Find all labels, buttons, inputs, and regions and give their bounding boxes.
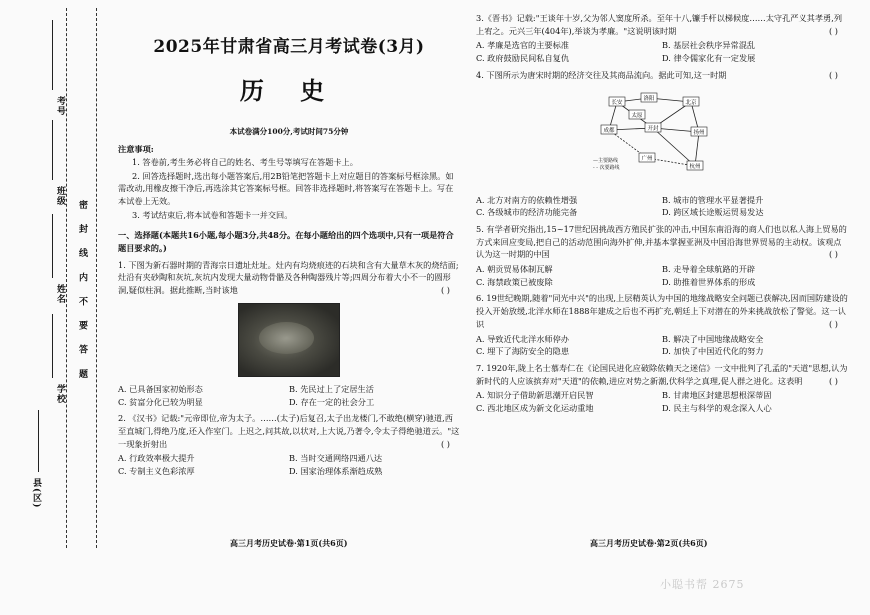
question-6: [476, 292, 848, 358]
question-stem: 2. 《汉书》记载:"元帝即位,帝为太子。……(太子)后复召,太子出龙楼门,不敢绝(横穿)驰道,西至直城门,得绝乃度,还入作室门。上迟之,问其故,以状对,上大说,乃著令,令太子得绝驰道云。"这一现象折射出: [118, 413, 460, 449]
school-label: 学校: [55, 384, 65, 404]
question-stem: 6. 19世纪晚期,随着"同光中兴"的出现,上层精英认为中国的地缘战略安全问题已获解决,因而国防建设的投入开始放缓,北洋水师在1888年建成之后也不再扩充,朝廷上下对潜在的外来挑战放松了警觉。这一认识: [476, 293, 848, 329]
option-a: A. 知识分子借助新思潮开启民智: [476, 390, 594, 401]
answer-paren: ( ): [441, 285, 450, 296]
answer-paren: ( ): [829, 69, 838, 80]
notice-block: [118, 143, 460, 221]
map-label: 洛阳: [643, 95, 655, 102]
legend-item: - - 次要路线: [593, 164, 620, 171]
exam-no-line: [52, 20, 53, 90]
class-label: 班级: [55, 186, 65, 206]
option-b: B. 当时交通网络四通八达: [289, 453, 383, 464]
question-2: [118, 412, 460, 478]
map-label: 杭州: [689, 163, 701, 170]
county-line: [38, 410, 39, 472]
exam-meta: 本试卷满分100分,考试时间75分钟: [229, 126, 349, 136]
option-d: D. 民主与科学的观念深入人心: [662, 403, 772, 414]
question-1: [118, 259, 460, 409]
option-d: D. 国家治理体系渐趋成熟: [289, 466, 383, 477]
option-c: C. 西北地区成为新文化运动重地: [476, 403, 594, 414]
answer-paren: ( ): [829, 318, 838, 329]
question-stem: 5. 有学者研究指出,15~17世纪因挑战西方殖民扩张的冲击,中国东南沿海的商人们也以私人海上贸易的方式来回应变局,把自己的活动范围向海外扩伸,并基本掌握亚洲及中国沿海世界贸易的主动权。该观点认为这一时期的中国: [476, 223, 847, 260]
subject-title: 历 史: [239, 76, 339, 106]
option-b: B. 城市的管理水平显著提升: [662, 194, 764, 205]
page-2-footer: 高三月考历史试卷·第2页(共6页): [590, 538, 708, 548]
option-c: C. 各级城市的经济功能完备: [476, 207, 578, 218]
page-1: [118, 8, 460, 478]
question-stem: 7. 1920年,陇上名士慕寿仁在《论国民进化应破除依赖天之迷信》一文中批判了孔孟的"天道"思想,认为新时代的人应该摈弃对"天道"的依赖,进应对势之新潮,伏科学之真理,促人群之进化。这表明: [476, 362, 848, 386]
map-label: 广州: [641, 155, 653, 162]
trade-route-svg: [587, 88, 737, 188]
option-d: D. 律令儒家化有一定发展: [662, 53, 756, 64]
question-7: [476, 362, 848, 415]
section-heading: 一、选择题(本题共16小题,每小题3分,共48分。在每小题给出的四个选项中,只有一项是符合题目要求的。): [118, 230, 454, 254]
dashed-line-outer: [66, 8, 67, 548]
name-line: [52, 214, 53, 278]
option-a: A. 孝廉是选官的主要标准: [476, 40, 569, 51]
school-line: [52, 314, 53, 378]
option-d: D. 加快了中国近代化的努力: [662, 346, 764, 357]
page-1-footer: 高三月考历史试卷·第1页(共6页): [230, 538, 348, 548]
question-stem: 3.《晋书》记载:"王谈年十岁,父为邻人窦度所杀。至年十八,镰手杆以梯候度……太守孔严义其孝勇,列上宥之。元兴三年(404年),举谈为孝廉。"这说明该时期: [476, 13, 843, 36]
answer-paren: ( ): [829, 25, 838, 36]
map-label: 扬州: [693, 129, 705, 136]
option-a: A. 导致近代北洋水师停办: [476, 333, 569, 344]
exam-title: 2025年甘肃省高三月考试卷(3月): [153, 37, 425, 57]
option-b: B. 甘肃地区封建思想根深蒂固: [662, 390, 772, 401]
map-label: 太原: [631, 112, 643, 119]
option-c: C. 海禁政策已被废除: [476, 276, 553, 287]
dashed-line-inner: [96, 8, 97, 548]
legend-item: —主要路线: [593, 157, 619, 164]
question-4: [476, 69, 848, 219]
binding-strip: [0, 0, 112, 560]
county-label: 县(区): [31, 478, 41, 509]
option-d: D. 跨区域长途贩运贸易发达: [662, 207, 764, 218]
map-label: 长安: [611, 99, 623, 106]
answer-paren: ( ): [441, 438, 450, 449]
answer-paren: ( ): [829, 375, 838, 386]
map-legend: [593, 158, 620, 172]
notice-item: 3. 考试结束后,将本试卷和答题卡一并交回。: [132, 209, 293, 220]
notice-item: 2. 回答选择题时,选出每小题答案后,用2B铅笔把答题卡上对应题目的答案标号框涂黑。如需改动,用橡皮擦干净后,再选涂其它答案标号框。回答非选择题时,将答案写在答题卡上。写在本试卷上无效。: [118, 170, 454, 206]
watermark: 小聪书帮 2675: [660, 578, 745, 591]
map-label: 开封: [647, 125, 659, 132]
notice-item: 1. 答卷前,考生务必将自己的姓名、考生号等填写在答题卡上。: [132, 156, 358, 167]
option-a: A. 北方对南方的依赖性增强: [476, 194, 578, 205]
option-c: C. 专制主义色彩浓厚: [118, 466, 195, 477]
map-label: 成都: [603, 127, 615, 134]
seal-line-notice: 密 封 线 内 不 要 答 题: [77, 200, 87, 384]
question-3: [476, 12, 848, 65]
option-b: B. 基层社会秩序异常混乱: [662, 40, 756, 51]
class-line: [52, 120, 53, 180]
option-b: B. 先民过上了定居生活: [289, 383, 374, 394]
map-label: 北京: [685, 99, 697, 106]
name-label: 姓名: [55, 284, 65, 304]
option-a: A. 行政效率极大提升: [118, 453, 195, 464]
hearth-site-photo: [238, 303, 340, 377]
option-c: C. 贫富分化已较为明显: [118, 396, 203, 407]
question-5: [476, 223, 848, 289]
option-c: C. 政府鼓励民间私自复仇: [476, 53, 570, 64]
question-stem: 1. 下图为新石器时期的青海宗日遗址灶址。灶内有均烧痕迹的石块和含有大量草木灰的烧结面;灶沿有夹砂陶和灰坑,灰坑内发现大量动物骨骼及各种陶器残片等;四周分布着大小不一的圆形洞,疑似柱洞。据此推断,当时该地: [118, 259, 459, 296]
page-2: [476, 8, 848, 415]
option-d: D. 存在一定的社会分工: [289, 396, 375, 407]
option-d: D. 助推着世界体系的形成: [662, 276, 756, 287]
question-stem: 4. 下图所示为唐宋时期的经济交往及其商品流向。据此可知,这一时期: [476, 69, 727, 80]
notice-title: 注意事项:: [118, 144, 154, 155]
option-b: B. 走导着全球航路的开辟: [662, 264, 756, 275]
trade-route-map: [587, 88, 737, 188]
exam-no-label: 考号: [55, 96, 65, 116]
option-a: A. 朝贡贸易体制瓦解: [476, 264, 553, 275]
answer-paren: ( ): [829, 249, 838, 260]
option-b: B. 解决了中国地缘战略安全: [662, 333, 764, 344]
option-a: A. 已具备国家初始形态: [118, 383, 203, 394]
option-c: C. 埋下了海防安全的隐患: [476, 346, 570, 357]
